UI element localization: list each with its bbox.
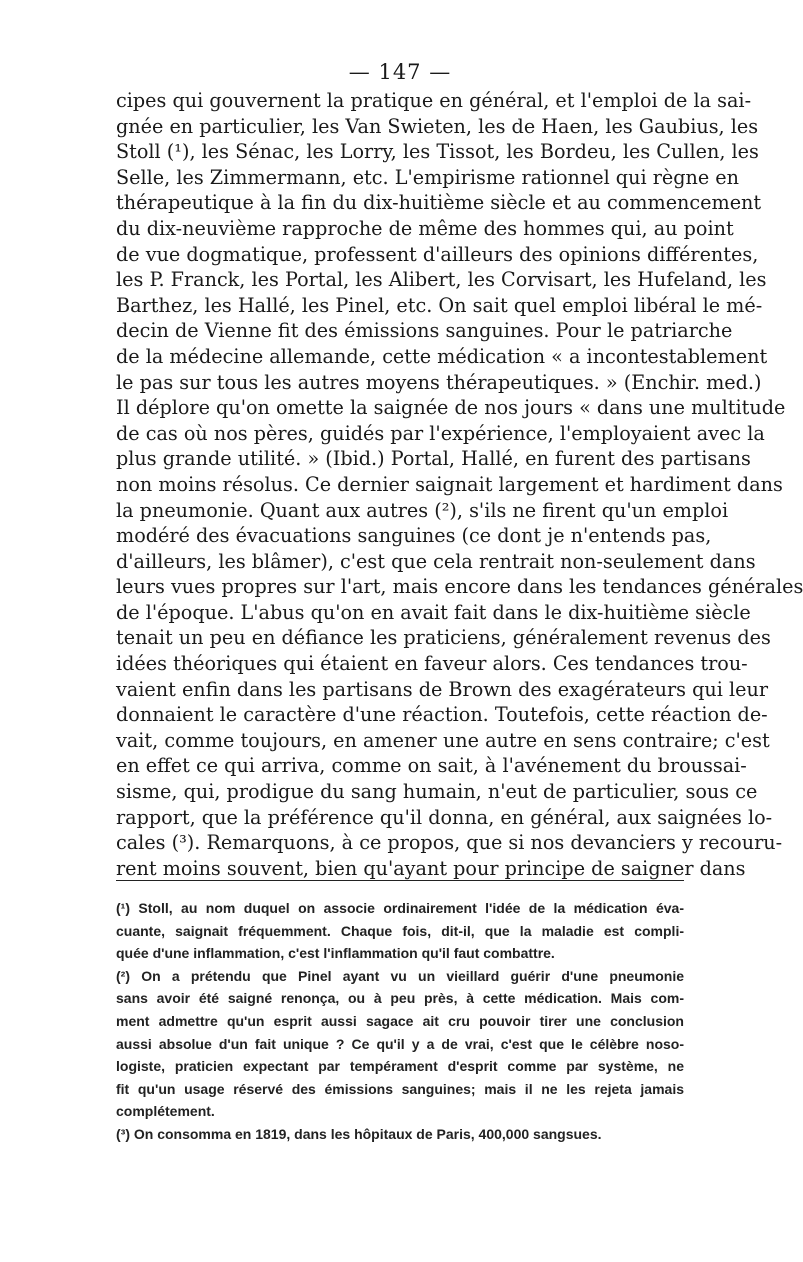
text-line: gnée en particulier, les Van Swieten, les de Haen, les Gaubius, les — [116, 114, 759, 138]
text-line: rent moins souvent, bien qu'ayant pour principe de saigner dans — [116, 856, 746, 880]
text-line: cales (³). Remarquons, à ce propos, que si nos devanciers y recouru- — [116, 831, 783, 855]
footnotes — [116, 897, 684, 1146]
text-line: vait, comme toujours, en amener une autre en sens contraire; c'est — [116, 728, 770, 752]
text-line: non moins résolus. Ce dernier saignait largement et hardiment dans — [116, 472, 783, 496]
text-line: decin de Vienne fit des émissions sanguines. Pour le patriarche — [116, 319, 733, 343]
footnote-line: complétement. — [116, 1103, 215, 1120]
page-number: — 147 — — [348, 60, 452, 84]
text-line: Stoll (¹), les Sénac, les Lorry, les Tissot, les Bordeu, les Cullen, les — [116, 140, 759, 164]
text-line: sisme, qui, prodigue du sang humain, n'eut de particulier, sous ce — [116, 780, 758, 804]
footnote-line: logiste, praticien expectant par tempérament d'esprit comme par système, ne — [116, 1058, 684, 1075]
footnote-2 — [116, 965, 684, 1123]
text-line: tenait un peu en défiance les praticiens, généralement revenus des — [116, 626, 771, 650]
text-line: thérapeutique à la fin du dix-huitième siècle et au commencement — [116, 191, 762, 215]
footnote-line: (³) On consomma en 1819, dans les hôpitaux de Paris, 400,000 sangsues. — [116, 1125, 602, 1142]
text-line: rapport, que la préférence qu'il donna, en général, aux saignées lo- — [116, 805, 773, 829]
footnote-divider — [116, 880, 684, 881]
footnote-line: (¹) Stoll, au nom duquel on associe ordinairement l'idée de la médication éva- — [116, 900, 684, 916]
text-line: cipes qui gouvernent la pratique en général, et l'emploi de la sai- — [116, 89, 752, 112]
main-text — [116, 88, 803, 881]
footnote-line: quée d'une inflammation, c'est l'inflammation qu'il faut combattre. — [116, 945, 555, 962]
footnote-line: sans avoir été saigné renonça, ou à peu près, à cette médication. Mais com- — [116, 990, 684, 1007]
text-line: vaient enfin dans les partisans de Brown des exagérateurs qui leur — [116, 677, 769, 701]
footnote-line: (²) On a prétendu que Pinel ayant vu un vieillard guérir d'une pneumonie — [116, 967, 684, 984]
text-line: la pneumonie. Quant aux autres (²), s'ils ne firent qu'un emploi — [116, 498, 729, 522]
text-line: de cas où nos pères, guidés par l'expérience, l'employaient avec la — [116, 421, 765, 445]
text-line: idées théoriques qui étaient en faveur alors. Ces tendances trou- — [116, 652, 748, 676]
footnote-line: aussi absolue d'un fait unique ? Ce qu'il y a de vrai, c'est que le célèbre noso- — [116, 1035, 684, 1052]
footnote-3 — [116, 1123, 684, 1146]
text-line: le pas sur tous les autres moyens thérapeutiques. » (Enchir. med.) — [116, 370, 762, 394]
text-line: Il déplore qu'on omette la saignée de nos jours « dans une multitude — [116, 396, 786, 420]
text-line: les P. Franck, les Portal, les Alibert, les Corvisart, les Hufeland, les — [116, 268, 767, 292]
footnote-line: fit qu'un usage réservé des émissions sanguines; mais il ne les rejeta jamais — [116, 1080, 684, 1097]
text-line: en effet ce qui arriva, comme on sait, à l'avénement du broussai- — [116, 754, 747, 778]
text-line: Selle, les Zimmermann, etc. L'empirisme rationnel qui règne en — [116, 165, 740, 189]
text-line: modéré des évacuations sanguines (ce dont je n'entends pas, — [116, 524, 712, 548]
text-line: de l'époque. L'abus qu'on en avait fait dans le dix-huitième siècle — [116, 600, 751, 624]
text-line: plus grande utilité. » (Ibid.) Portal, Hallé, en furent des partisans — [116, 447, 751, 471]
text-line: de la médecine allemande, cette médication « a incontestablement — [116, 344, 768, 368]
text-line: d'ailleurs, les blâmer), c'est que cela rentrait non-seulement dans — [116, 549, 756, 573]
footnote-1 — [116, 897, 684, 965]
text-line: Barthez, les Hallé, les Pinel, etc. On sait quel emploi libéral le mé- — [116, 293, 763, 317]
footnote-line: cuante, saignait fréquemment. Chaque fois, dit-il, que la maladie est compli- — [116, 922, 684, 939]
text-line: du dix-neuvième rapproche de même des hommes qui, au point — [116, 216, 734, 240]
text-line: leurs vues propres sur l'art, mais encore dans les tendances générales — [116, 575, 803, 599]
text-line: donnaient le caractère d'une réaction. Toutefois, cette réaction de- — [116, 703, 768, 727]
footnote-line: ment admettre qu'un esprit aussi sagace ait cru pouvoir tirer une conclusion — [116, 1012, 684, 1029]
text-line: de vue dogmatique, professent d'ailleurs des opinions différentes, — [116, 242, 759, 266]
